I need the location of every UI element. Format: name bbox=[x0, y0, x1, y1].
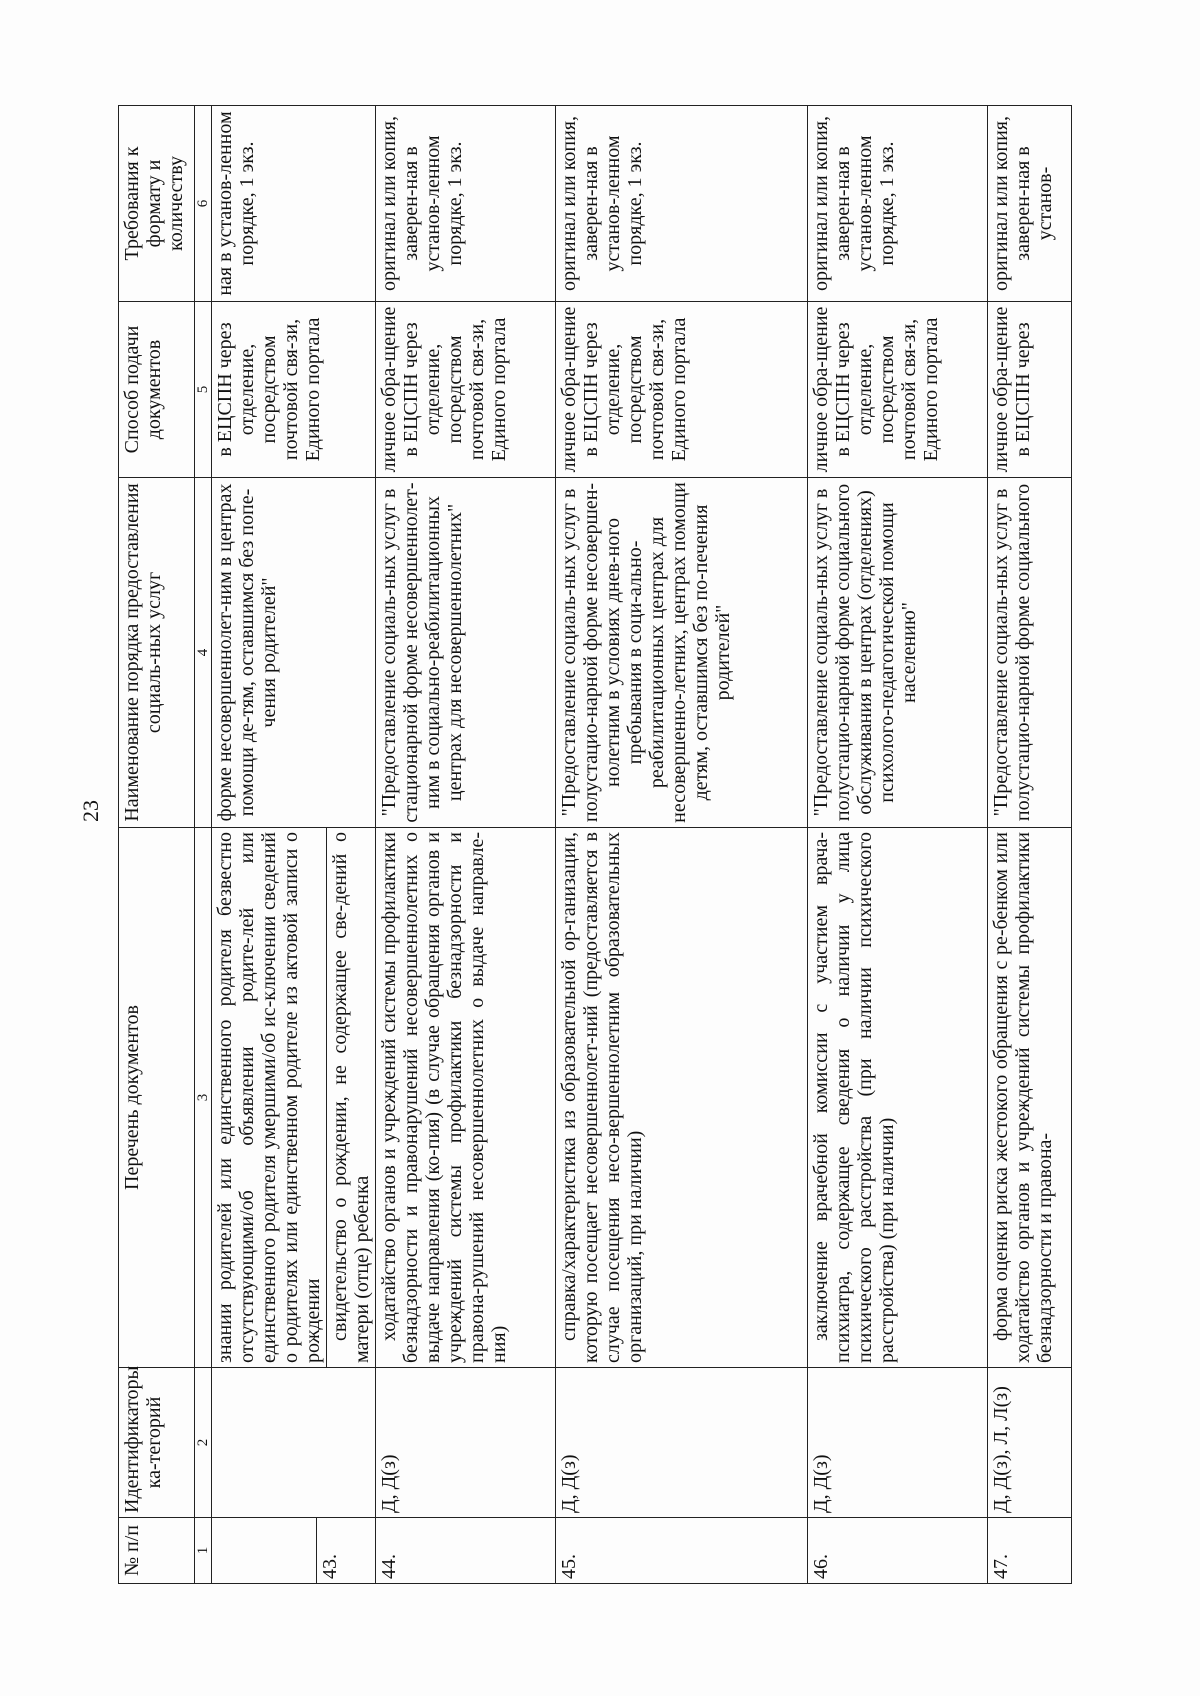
header-req: Требования к формату и количеству bbox=[119, 106, 195, 302]
row-num: 43. bbox=[316, 1518, 341, 1583]
row-docs: знании родителей или единственного родителя безвестно отсутствующими/об объявлении родите-лей или единственного родителя умершими/об ис-ключении сведений о родителях или единственном родителе из актовой записи о рождении bbox=[214, 832, 324, 1363]
row-docs-cell bbox=[376, 828, 556, 1368]
header-order: Наименование порядка предоставления социаль-ных услуг bbox=[119, 478, 195, 828]
row-docs-cell bbox=[212, 828, 376, 1368]
row-docs: ходатайство органов и учреждений системы профилактики безнадзорности и правонарушений несовершеннолетних о выдаче направления (ко-пия) (в случае обращения органов и учреждений системы профилактики безнадзорности и правона-рушений несовершеннолетних о выдаче направле-ния) bbox=[378, 832, 510, 1363]
row-req: оригинал или копия, заверен-ная в установ- bbox=[988, 106, 1072, 302]
row-docs-cell bbox=[988, 828, 1072, 1368]
row-order: "Предоставление социаль-ных услуг в полустацио-нарной форме социального обслуживания в центрах (отделениях) психолого-педагогической помощи населению" bbox=[808, 478, 988, 828]
col-number: 6 bbox=[195, 106, 212, 302]
col-number: 5 bbox=[195, 302, 212, 478]
row-req: оригинал или копия, заверен-ная в установ-ленном порядке, 1 экз. bbox=[556, 106, 808, 302]
header-method: Способ подачи документов bbox=[119, 302, 195, 478]
row-order: форме несовершеннолет-ним в центрах помощи де-тям, оставшимся без попе-чения родителей" bbox=[212, 478, 376, 828]
row-ids: Д, Д(з) bbox=[376, 1368, 556, 1518]
table-row bbox=[556, 106, 808, 1584]
row-req: оригинал или копия, заверен-ная в установ-ленном порядке, 1 экз. bbox=[808, 106, 988, 302]
row-num: 46. bbox=[808, 1518, 988, 1584]
row-num: 47. bbox=[988, 1518, 1072, 1584]
header-num: № п/п bbox=[119, 1518, 195, 1584]
row-method: в ЕЦСПН через отделение, посредством почтовой свя-зи, Единого портала bbox=[212, 302, 376, 478]
row-num: 44. bbox=[376, 1518, 556, 1584]
row-method: личное обра-щение в ЕЦСПН через bbox=[988, 302, 1072, 478]
row-req: оригинал или копия, заверен-ная в установ-ленном порядке, 1 экз. bbox=[376, 106, 556, 302]
row-method: личное обра-щение в ЕЦСПН через отделение, посредством почтовой свя-зи, Единого портала bbox=[808, 302, 988, 478]
row-num-cell bbox=[212, 1518, 376, 1584]
page-number: 23 bbox=[78, 800, 103, 822]
table-row bbox=[808, 106, 988, 1584]
row-docs: форма оценки риска жестокого обращения с ре-бенком или ходатайство органов и учреждений системы профилактики безнадзорности и правона- bbox=[990, 832, 1056, 1363]
row-docs-cell bbox=[556, 828, 808, 1368]
row-docs: справка/характеристика из образовательной ор-ганизации, которую посещает несовершеннолет-ний (предоставляется в случае посещения несо-вершеннолетним образовательных организаций, при наличии) bbox=[558, 832, 646, 1363]
table-row bbox=[376, 106, 556, 1584]
row-ids: Д, Д(з) bbox=[556, 1368, 808, 1518]
row-num: 45. bbox=[556, 1518, 808, 1584]
row-ids: Д, Д(з), Л, Л(з) bbox=[988, 1368, 1072, 1518]
row-ids bbox=[212, 1368, 376, 1518]
table-row bbox=[988, 106, 1072, 1584]
header-row bbox=[119, 106, 195, 1584]
col-number: 4 bbox=[195, 478, 212, 828]
col-number: 3 bbox=[195, 828, 212, 1368]
documents-table bbox=[118, 105, 1072, 1584]
header-ids: Идентификаторы ка-тегорий bbox=[119, 1368, 195, 1518]
col-number: 2 bbox=[195, 1368, 212, 1518]
row-method: личное обра-щение в ЕЦСПН через отделение, посредством почтовой свя-зи, Единого портала bbox=[556, 302, 808, 478]
header-docs: Перечень документов bbox=[119, 828, 195, 1368]
col-number: 1 bbox=[195, 1518, 212, 1584]
row-req: ная в установ-ленном порядке, 1 экз. bbox=[212, 106, 376, 302]
row-docs-43: свидетельство о рождении, не содержащее све-дений о матери (отце) ребенка bbox=[326, 828, 373, 1367]
row-docs-cell bbox=[808, 828, 988, 1368]
row-order: "Предоставление социаль-ных услуг в полустацио-нарной форме социального bbox=[988, 478, 1072, 828]
table-row bbox=[212, 106, 376, 1584]
row-order: "Предоставление социаль-ных услуг в полустацио-нарной форме несовершен-нолетним в условиях днев-ного пребывания в соци-ально-реабилитационных центрах для несовершенно-летних, центрах помощи детям, оставшимся без по-печения родителей" bbox=[556, 478, 808, 828]
row-docs: заключение врачебной комиссии с участием врача-психиатра, содержащее сведения о наличии у лица психического расстройства (при наличии психического расстройства) (при наличии) bbox=[810, 832, 898, 1363]
column-number-row bbox=[195, 106, 212, 1584]
row-ids: Д, Д(з) bbox=[808, 1368, 988, 1518]
row-order: "Предоставление социаль-ных услуг в стационарной форме несовершеннолет-ним в социально-реабилитационных центрах для несовершеннолетних" bbox=[376, 478, 556, 828]
row-method: личное обра-щение в ЕЦСПН через отделение, посредством почтовой свя-зи, Единого портала bbox=[376, 302, 556, 478]
